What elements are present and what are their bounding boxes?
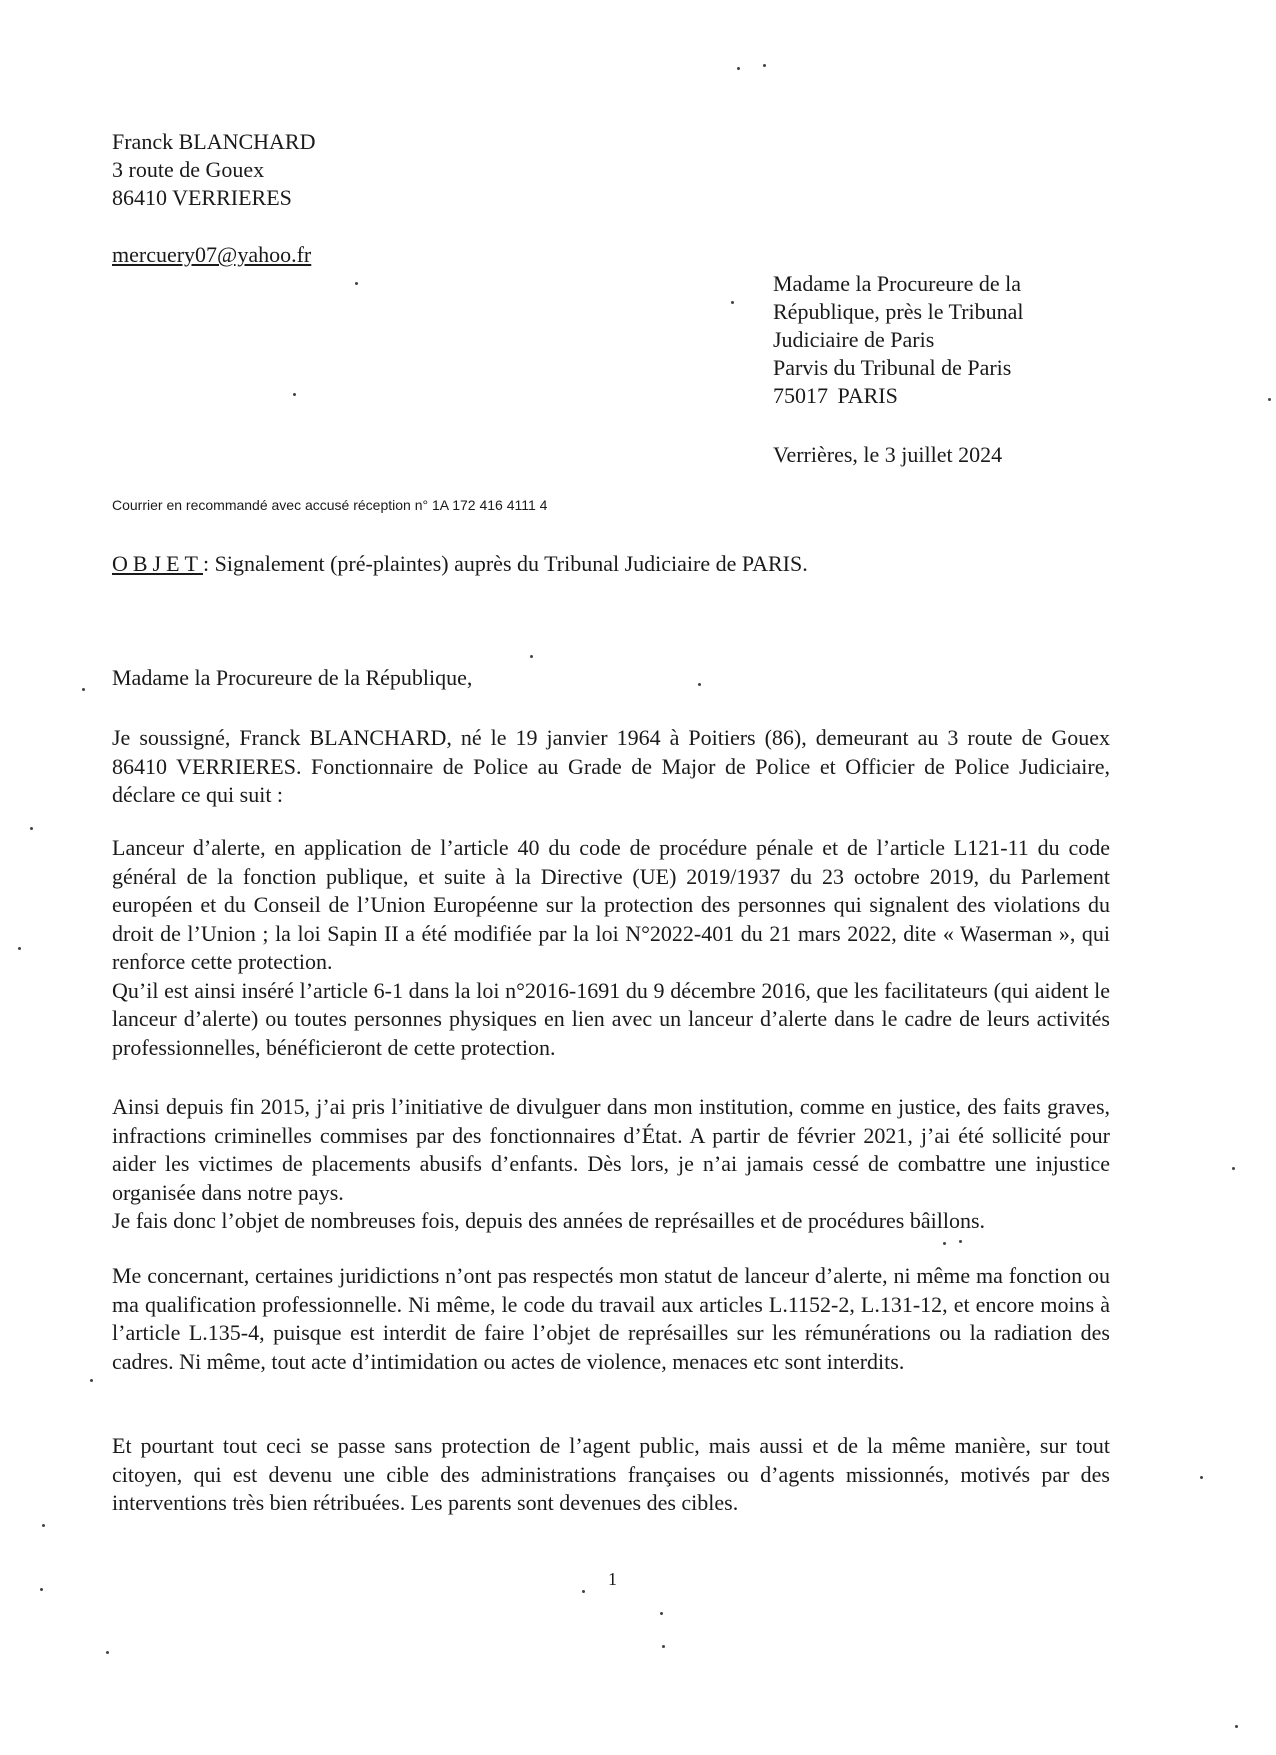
- body-paragraph: [112, 724, 1110, 810]
- subject-label: OBJET: [112, 551, 203, 576]
- body-paragraph: [112, 1432, 1110, 1518]
- paragraph-text: Me concernant, certaines juridictions n’ont pas respectés mon statut de lanceur d’alerte, ni même ma fonction ou ma qualification professionnelle. Ni même, le code du travail aux articles L.1152-2, L.131-12, et encore moins à l’article L.135-4, puisque est interdit de faire l’objet de représailles sur les rémunérations ou la radiation des cadres. Ni même, tout acte d’intimidation ou actes de violence, menaces etc sont interdits.: [112, 1263, 1110, 1374]
- paragraph-text: Je fais donc l’objet de nombreuses fois, depuis des années de représailles et de procédures bâillons.: [112, 1208, 986, 1233]
- scan-speck: [293, 393, 296, 396]
- recipient-address: [773, 270, 1024, 410]
- scan-speck: [1232, 1167, 1235, 1170]
- recipient-line: Parvis du Tribunal de Paris: [773, 355, 1012, 380]
- scan-speck: [1268, 398, 1271, 401]
- sender-name: Franck BLANCHARD: [112, 129, 316, 154]
- scan-speck: [530, 655, 533, 658]
- scan-speck: [737, 67, 740, 70]
- paragraph-text: Ainsi depuis fin 2015, j’ai pris l’initiative de divulguer dans mon institution, comme en justice, des faits graves, infractions criminelles commises par des fonctionnaires d’État. A partir de février 2021, j’ai été sollicité pour aider les victimes de placements abusifs d’enfants. Dès lors, je n’ai jamais cessé de combattre une injustice organisée dans notre pays.: [112, 1094, 1110, 1205]
- sender-city: 86410 VERRIERES: [112, 185, 292, 210]
- paragraph-text: Lanceur d’alerte, en application de l’article 40 du code de procédure pénale et de l’article L121-11 du code général de la fonction publique, et suite à la Directive (UE) 2019/1937 du 23 octobre 2019, du Parlement européen et du Conseil de l’Union Européenne sur la protection des personnes qui signalent des violations du droit de l’Union ; la loi Sapin II a été modifiée par la loi N°2022-401 du 21 mars 2022, dite « Waserman », qui renforce cette protection.: [112, 835, 1110, 974]
- registered-mail-notice: Courrier en recommandé avec accusé réception n° 1A 172 416 4111 4: [112, 497, 548, 513]
- subject-line: [112, 550, 808, 578]
- sender-address: [112, 128, 316, 212]
- scan-speck: [30, 827, 33, 830]
- salutation: Madame la Procureure de la République,: [112, 665, 473, 690]
- scan-speck: [82, 688, 85, 691]
- scan-speck: [731, 301, 734, 304]
- recipient-line: Madame la Procureure de la: [773, 271, 1021, 296]
- scan-speck: [18, 947, 21, 950]
- paragraph-text: Et pourtant tout ceci se passe sans protection de l’agent public, mais aussi et de la même manière, sur tout citoyen, qui est devenu une cible des administrations françaises ou d’agents missionnés, motivés par des interventions très bien rétribuées. Les parents sont devenues des cibles.: [112, 1433, 1110, 1515]
- recipient-line: 75017 PARIS: [773, 383, 898, 408]
- scan-speck: [1200, 1476, 1203, 1479]
- scan-speck: [660, 1612, 663, 1615]
- scan-speck: [943, 1242, 946, 1245]
- scan-speck: [1235, 1725, 1238, 1728]
- page-number: 1: [608, 1569, 617, 1589]
- body-paragraph: [112, 1262, 1110, 1376]
- sender-email: mercuery07@yahoo.fr: [112, 242, 312, 267]
- letter-date: Verrières, le 3 juillet 2024: [773, 442, 1003, 467]
- recipient-line: République, près le Tribunal: [773, 299, 1024, 324]
- scan-speck: [40, 1588, 43, 1591]
- scan-speck: [106, 1651, 109, 1654]
- scan-speck: [90, 1379, 93, 1382]
- scan-speck: [698, 683, 701, 686]
- scan-speck: [662, 1645, 665, 1648]
- body-paragraph: [112, 1093, 1110, 1236]
- paragraph-text: Qu’il est ainsi inséré l’article 6-1 dans la loi n°2016-1691 du 9 décembre 2016, que les facilitateurs (qui aident le lanceur d’alerte) ou toutes personnes physiques en lien avec un lanceur d’alerte dans le cadre de leurs activités professionnelles, bénéficieront de cette protection.: [112, 977, 1110, 1060]
- scan-speck: [582, 1590, 585, 1593]
- scan-speck: [763, 64, 766, 67]
- sender-street: 3 route de Gouex: [112, 157, 265, 182]
- subject-text: : Signalement (pré-plaintes) auprès du Tribunal Judiciaire de PARIS.: [203, 551, 808, 576]
- recipient-line: Judiciaire de Paris: [773, 327, 935, 352]
- scan-speck: [355, 282, 358, 285]
- paragraph-text: Je soussigné, Franck BLANCHARD, né le 19 janvier 1964 à Poitiers (86), demeurant au 3 route de Gouex 86410 VERRIERES. Fonctionnaire de Police au Grade de Major de Police et Officier de Police Judiciaire, déclare ce qui suit :: [112, 725, 1110, 807]
- scan-speck: [959, 1240, 962, 1243]
- body-paragraph: [112, 834, 1110, 1062]
- scan-speck: [42, 1524, 45, 1527]
